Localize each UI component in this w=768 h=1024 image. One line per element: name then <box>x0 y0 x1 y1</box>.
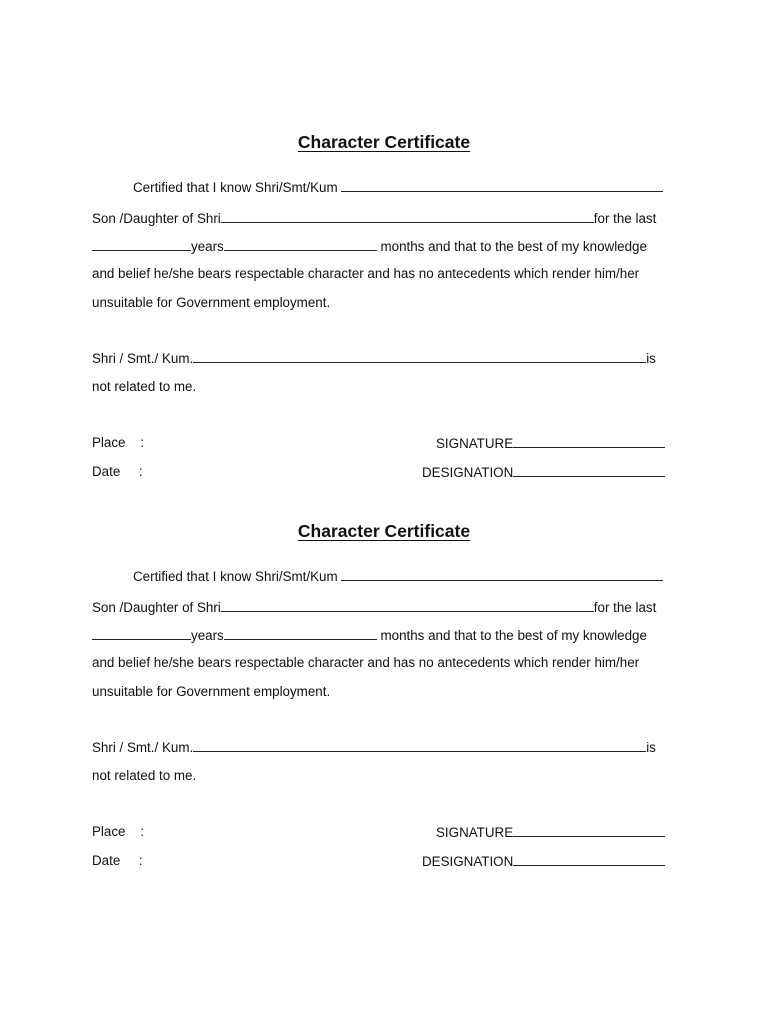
relation-line <box>92 349 656 368</box>
parent-line <box>92 598 656 617</box>
not-related-line: not related to me. <box>92 768 197 783</box>
relation-name-blank <box>193 738 646 752</box>
years-blank <box>92 626 191 640</box>
designation-label: DESIGNATION <box>422 854 514 869</box>
name-blank <box>341 567 663 581</box>
certified-text: Certified that I know Shri/Smt/Kum <box>133 180 342 195</box>
belief-line: and belief he/she bears respectable character and has no antecedents which render him/her <box>92 655 640 670</box>
is-text: is <box>646 351 656 366</box>
parent-name-blank <box>221 598 594 612</box>
belief-line: and belief he/she bears respectable character and has no antecedents which render him/her <box>92 266 640 281</box>
signature-label: SIGNATURE <box>436 436 514 451</box>
duration-line <box>92 237 647 256</box>
months-blank <box>224 237 377 251</box>
parent-label: Son /Daughter of Shri <box>92 211 221 226</box>
relation-label: Shri / Smt./ Kum. <box>92 351 194 366</box>
parent-line <box>92 209 656 228</box>
for-the-last-text: for the last <box>593 600 657 615</box>
place-label: Place : <box>92 824 145 839</box>
is-text: is <box>646 740 656 755</box>
date-label: Date : <box>92 853 143 868</box>
signature-blank <box>513 823 665 837</box>
unsuitable-line: unsuitable for Government employment. <box>92 295 331 310</box>
signature-field <box>436 823 665 842</box>
designation-blank <box>513 852 665 866</box>
relation-label: Shri / Smt./ Kum. <box>92 740 194 755</box>
place-label: Place : <box>92 435 145 450</box>
relation-name-blank <box>193 349 646 363</box>
duration-line <box>92 626 647 645</box>
date-label: Date : <box>92 464 143 479</box>
months-blank <box>224 626 377 640</box>
designation-field <box>422 463 665 482</box>
for-the-last-text: for the last <box>593 211 657 226</box>
designation-field <box>422 852 665 871</box>
years-label: years <box>191 239 224 254</box>
years-label: years <box>191 628 224 643</box>
signature-blank <box>513 434 665 448</box>
not-related-line: not related to me. <box>92 379 197 394</box>
parent-name-blank <box>221 209 594 223</box>
years-blank <box>92 237 191 251</box>
signature-label: SIGNATURE <box>436 825 514 840</box>
certificate-title: Character Certificate <box>297 521 471 541</box>
months-text: months and that to the best of my knowledge <box>376 239 647 254</box>
certified-text: Certified that I know Shri/Smt/Kum <box>133 569 342 584</box>
signature-field <box>436 434 665 453</box>
unsuitable-line: unsuitable for Government employment. <box>92 684 331 699</box>
certified-line <box>133 567 663 586</box>
designation-label: DESIGNATION <box>422 465 514 480</box>
certificate-title: Character Certificate <box>297 132 471 152</box>
relation-line <box>92 738 656 757</box>
months-text: months and that to the best of my knowledge <box>376 628 647 643</box>
name-blank <box>341 178 663 192</box>
certified-line <box>133 178 663 197</box>
designation-blank <box>513 463 665 477</box>
parent-label: Son /Daughter of Shri <box>92 600 221 615</box>
